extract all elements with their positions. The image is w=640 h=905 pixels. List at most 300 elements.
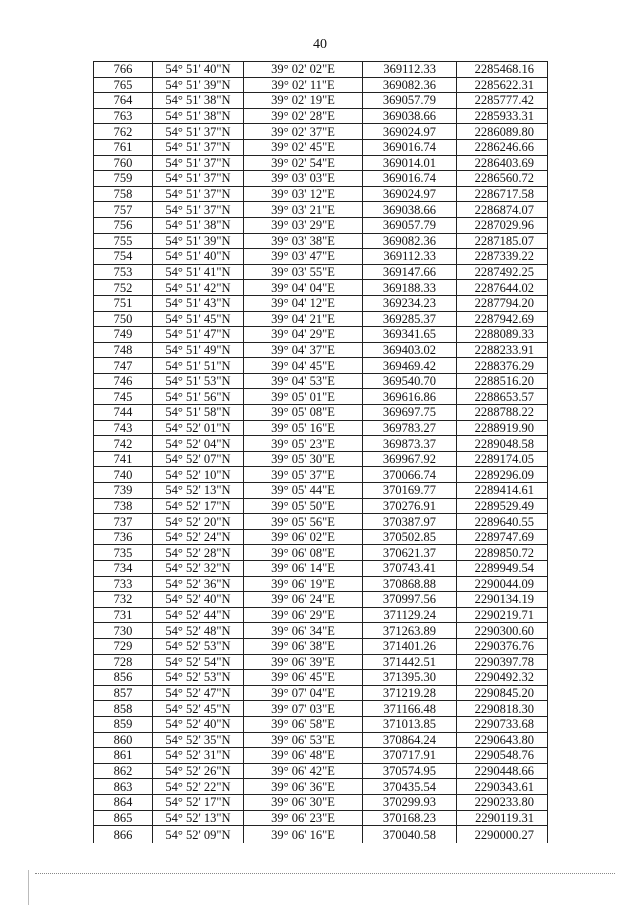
- x-coordinate-cell: 369016.74: [363, 171, 457, 187]
- longitude-cell: 39° 02' 37"E: [244, 124, 363, 140]
- y-coordinate-cell: 2289640.55: [457, 514, 548, 530]
- point-number-cell: 729: [94, 638, 153, 654]
- table-row: [94, 233, 548, 249]
- longitude-cell: 39° 02' 11"E: [244, 77, 363, 93]
- table-row: [94, 171, 548, 187]
- y-coordinate-cell: 2285468.16: [457, 62, 548, 78]
- x-coordinate-cell: 371442.51: [363, 654, 457, 670]
- y-coordinate-cell: 2287794.20: [457, 295, 548, 311]
- point-number-cell: 756: [94, 217, 153, 233]
- longitude-cell: 39° 06' 16"E: [244, 826, 363, 844]
- x-coordinate-cell: 369540.70: [363, 373, 457, 389]
- point-number-cell: 863: [94, 779, 153, 795]
- x-coordinate-cell: 369057.79: [363, 93, 457, 109]
- longitude-cell: 39° 06' 30"E: [244, 794, 363, 810]
- table-row: [94, 420, 548, 436]
- latitude-cell: 54° 52' 07"N: [153, 451, 244, 467]
- longitude-cell: 39° 04' 53"E: [244, 373, 363, 389]
- y-coordinate-cell: 2286717.58: [457, 186, 548, 202]
- point-number-cell: 755: [94, 233, 153, 249]
- point-number-cell: 728: [94, 654, 153, 670]
- x-coordinate-cell: 370168.23: [363, 810, 457, 826]
- longitude-cell: 39° 03' 38"E: [244, 233, 363, 249]
- point-number-cell: 761: [94, 139, 153, 155]
- x-coordinate-cell: 370997.56: [363, 592, 457, 608]
- longitude-cell: 39° 03' 55"E: [244, 264, 363, 280]
- point-number-cell: 738: [94, 498, 153, 514]
- x-coordinate-cell: 371129.24: [363, 607, 457, 623]
- table-row: [94, 561, 548, 577]
- point-number-cell: 747: [94, 358, 153, 374]
- x-coordinate-cell: 369112.33: [363, 249, 457, 265]
- point-number-cell: 743: [94, 420, 153, 436]
- x-coordinate-cell: 369697.75: [363, 405, 457, 421]
- y-coordinate-cell: 2289850.72: [457, 545, 548, 561]
- y-coordinate-cell: 2290233.80: [457, 794, 548, 810]
- latitude-cell: 54° 51' 37"N: [153, 186, 244, 202]
- coordinates-table-body: [94, 62, 548, 844]
- x-coordinate-cell: 369341.65: [363, 327, 457, 343]
- y-coordinate-cell: 2286403.69: [457, 155, 548, 171]
- longitude-cell: 39° 06' 14"E: [244, 561, 363, 577]
- coordinates-table: [93, 61, 548, 843]
- y-coordinate-cell: 2290343.61: [457, 779, 548, 795]
- table-row: [94, 592, 548, 608]
- latitude-cell: 54° 51' 37"N: [153, 124, 244, 140]
- x-coordinate-cell: 369967.92: [363, 451, 457, 467]
- y-coordinate-cell: 2286089.80: [457, 124, 548, 140]
- y-coordinate-cell: 2287644.02: [457, 280, 548, 296]
- latitude-cell: 54° 51' 37"N: [153, 155, 244, 171]
- longitude-cell: 39° 05' 37"E: [244, 467, 363, 483]
- longitude-cell: 39° 05' 44"E: [244, 483, 363, 499]
- table-row: [94, 701, 548, 717]
- point-number-cell: 856: [94, 670, 153, 686]
- table-row: [94, 436, 548, 452]
- x-coordinate-cell: 371263.89: [363, 623, 457, 639]
- y-coordinate-cell: 2289048.58: [457, 436, 548, 452]
- longitude-cell: 39° 02' 28"E: [244, 108, 363, 124]
- point-number-cell: 762: [94, 124, 153, 140]
- point-number-cell: 764: [94, 93, 153, 109]
- latitude-cell: 54° 52' 04"N: [153, 436, 244, 452]
- longitude-cell: 39° 04' 12"E: [244, 295, 363, 311]
- table-row: [94, 358, 548, 374]
- latitude-cell: 54° 51' 58"N: [153, 405, 244, 421]
- y-coordinate-cell: 2288089.33: [457, 327, 548, 343]
- point-number-cell: 753: [94, 264, 153, 280]
- point-number-cell: 765: [94, 77, 153, 93]
- table-row: [94, 108, 548, 124]
- point-number-cell: 766: [94, 62, 153, 78]
- point-number-cell: 731: [94, 607, 153, 623]
- y-coordinate-cell: 2289529.49: [457, 498, 548, 514]
- x-coordinate-cell: 370743.41: [363, 561, 457, 577]
- y-coordinate-cell: 2290376.76: [457, 638, 548, 654]
- x-coordinate-cell: 370299.93: [363, 794, 457, 810]
- longitude-cell: 39° 06' 45"E: [244, 670, 363, 686]
- point-number-cell: 749: [94, 327, 153, 343]
- table-row: [94, 545, 548, 561]
- y-coordinate-cell: 2286874.07: [457, 202, 548, 218]
- y-coordinate-cell: 2287339.22: [457, 249, 548, 265]
- latitude-cell: 54° 52' 17"N: [153, 794, 244, 810]
- x-coordinate-cell: 371219.28: [363, 685, 457, 701]
- point-number-cell: 866: [94, 826, 153, 844]
- latitude-cell: 54° 52' 53"N: [153, 670, 244, 686]
- longitude-cell: 39° 04' 04"E: [244, 280, 363, 296]
- longitude-cell: 39° 06' 58"E: [244, 716, 363, 732]
- point-number-cell: 763: [94, 108, 153, 124]
- latitude-cell: 54° 52' 48"N: [153, 623, 244, 639]
- table-row: [94, 295, 548, 311]
- latitude-cell: 54° 52' 45"N: [153, 701, 244, 717]
- y-coordinate-cell: 2290548.76: [457, 748, 548, 764]
- x-coordinate-cell: 370435.54: [363, 779, 457, 795]
- x-coordinate-cell: 370621.37: [363, 545, 457, 561]
- longitude-cell: 39° 06' 19"E: [244, 576, 363, 592]
- table-row: [94, 342, 548, 358]
- longitude-cell: 39° 05' 30"E: [244, 451, 363, 467]
- x-coordinate-cell: 369057.79: [363, 217, 457, 233]
- point-number-cell: 739: [94, 483, 153, 499]
- point-number-cell: 857: [94, 685, 153, 701]
- table-row: [94, 576, 548, 592]
- x-coordinate-cell: 370276.91: [363, 498, 457, 514]
- latitude-cell: 54° 52' 20"N: [153, 514, 244, 530]
- table-row: [94, 716, 548, 732]
- table-row: [94, 670, 548, 686]
- scan-edge-mark: [28, 870, 29, 905]
- latitude-cell: 54° 52' 22"N: [153, 779, 244, 795]
- longitude-cell: 39° 03' 12"E: [244, 186, 363, 202]
- latitude-cell: 54° 52' 17"N: [153, 498, 244, 514]
- latitude-cell: 54° 52' 24"N: [153, 529, 244, 545]
- latitude-cell: 54° 51' 56"N: [153, 389, 244, 405]
- table-row: [94, 280, 548, 296]
- latitude-cell: 54° 51' 39"N: [153, 233, 244, 249]
- latitude-cell: 54° 51' 42"N: [153, 280, 244, 296]
- point-number-cell: 733: [94, 576, 153, 592]
- x-coordinate-cell: 369112.33: [363, 62, 457, 78]
- table-row: [94, 77, 548, 93]
- x-coordinate-cell: 369038.66: [363, 108, 457, 124]
- table-row: [94, 467, 548, 483]
- latitude-cell: 54° 52' 32"N: [153, 561, 244, 577]
- latitude-cell: 54° 52' 13"N: [153, 483, 244, 499]
- table-row: [94, 389, 548, 405]
- longitude-cell: 39° 06' 29"E: [244, 607, 363, 623]
- longitude-cell: 39° 05' 50"E: [244, 498, 363, 514]
- latitude-cell: 54° 51' 39"N: [153, 77, 244, 93]
- latitude-cell: 54° 51' 37"N: [153, 171, 244, 187]
- y-coordinate-cell: 2290397.78: [457, 654, 548, 670]
- table-row: [94, 373, 548, 389]
- point-number-cell: 760: [94, 155, 153, 171]
- table-row: [94, 264, 548, 280]
- point-number-cell: 858: [94, 701, 153, 717]
- longitude-cell: 39° 06' 02"E: [244, 529, 363, 545]
- point-number-cell: 732: [94, 592, 153, 608]
- table-row: [94, 826, 548, 844]
- latitude-cell: 54° 51' 45"N: [153, 311, 244, 327]
- latitude-cell: 54° 52' 44"N: [153, 607, 244, 623]
- table-row: [94, 93, 548, 109]
- x-coordinate-cell: 369234.23: [363, 295, 457, 311]
- latitude-cell: 54° 52' 28"N: [153, 545, 244, 561]
- longitude-cell: 39° 04' 29"E: [244, 327, 363, 343]
- table-row: [94, 654, 548, 670]
- table-row: [94, 483, 548, 499]
- x-coordinate-cell: 370169.77: [363, 483, 457, 499]
- latitude-cell: 54° 51' 40"N: [153, 249, 244, 265]
- x-coordinate-cell: 370864.24: [363, 732, 457, 748]
- x-coordinate-cell: 369082.36: [363, 233, 457, 249]
- x-coordinate-cell: 371401.26: [363, 638, 457, 654]
- latitude-cell: 54° 52' 53"N: [153, 638, 244, 654]
- page-bottom-rule: [35, 873, 615, 874]
- y-coordinate-cell: 2285622.31: [457, 77, 548, 93]
- table-row: [94, 498, 548, 514]
- table-row: [94, 202, 548, 218]
- latitude-cell: 54° 51' 51"N: [153, 358, 244, 374]
- x-coordinate-cell: 370717.91: [363, 748, 457, 764]
- y-coordinate-cell: 2289747.69: [457, 529, 548, 545]
- y-coordinate-cell: 2287029.96: [457, 217, 548, 233]
- longitude-cell: 39° 02' 54"E: [244, 155, 363, 171]
- x-coordinate-cell: 370066.74: [363, 467, 457, 483]
- longitude-cell: 39° 03' 03"E: [244, 171, 363, 187]
- x-coordinate-cell: 369285.37: [363, 311, 457, 327]
- latitude-cell: 54° 51' 43"N: [153, 295, 244, 311]
- x-coordinate-cell: 369783.27: [363, 420, 457, 436]
- y-coordinate-cell: 2290134.19: [457, 592, 548, 608]
- y-coordinate-cell: 2288919.90: [457, 420, 548, 436]
- page-number: 40: [313, 37, 327, 52]
- y-coordinate-cell: 2290300.60: [457, 623, 548, 639]
- y-coordinate-cell: 2289174.05: [457, 451, 548, 467]
- table-row: [94, 794, 548, 810]
- longitude-cell: 39° 06' 38"E: [244, 638, 363, 654]
- longitude-cell: 39° 06' 36"E: [244, 779, 363, 795]
- y-coordinate-cell: 2288788.22: [457, 405, 548, 421]
- longitude-cell: 39° 06' 08"E: [244, 545, 363, 561]
- x-coordinate-cell: 371013.85: [363, 716, 457, 732]
- table-row: [94, 451, 548, 467]
- latitude-cell: 54° 51' 37"N: [153, 139, 244, 155]
- x-coordinate-cell: 369147.66: [363, 264, 457, 280]
- y-coordinate-cell: 2287492.25: [457, 264, 548, 280]
- point-number-cell: 757: [94, 202, 153, 218]
- longitude-cell: 39° 05' 56"E: [244, 514, 363, 530]
- table-row: [94, 514, 548, 530]
- y-coordinate-cell: 2290643.80: [457, 732, 548, 748]
- y-coordinate-cell: 2287942.69: [457, 311, 548, 327]
- point-number-cell: 745: [94, 389, 153, 405]
- latitude-cell: 54° 51' 37"N: [153, 202, 244, 218]
- x-coordinate-cell: 369014.01: [363, 155, 457, 171]
- table-row: [94, 62, 548, 78]
- latitude-cell: 54° 52' 47"N: [153, 685, 244, 701]
- table-row: [94, 748, 548, 764]
- longitude-cell: 39° 06' 34"E: [244, 623, 363, 639]
- table-row: [94, 685, 548, 701]
- x-coordinate-cell: 369016.74: [363, 139, 457, 155]
- y-coordinate-cell: 2286560.72: [457, 171, 548, 187]
- longitude-cell: 39° 05' 16"E: [244, 420, 363, 436]
- x-coordinate-cell: 371166.48: [363, 701, 457, 717]
- point-number-cell: 864: [94, 794, 153, 810]
- y-coordinate-cell: 2290119.31: [457, 810, 548, 826]
- latitude-cell: 54° 51' 53"N: [153, 373, 244, 389]
- y-coordinate-cell: 2290818.30: [457, 701, 548, 717]
- x-coordinate-cell: 369403.02: [363, 342, 457, 358]
- latitude-cell: 54° 52' 31"N: [153, 748, 244, 764]
- x-coordinate-cell: 369038.66: [363, 202, 457, 218]
- longitude-cell: 39° 05' 23"E: [244, 436, 363, 452]
- y-coordinate-cell: 2288653.57: [457, 389, 548, 405]
- point-number-cell: 737: [94, 514, 153, 530]
- latitude-cell: 54° 52' 36"N: [153, 576, 244, 592]
- table-row: [94, 623, 548, 639]
- x-coordinate-cell: 369024.97: [363, 186, 457, 202]
- point-number-cell: 734: [94, 561, 153, 577]
- x-coordinate-cell: 369082.36: [363, 77, 457, 93]
- x-coordinate-cell: 370387.97: [363, 514, 457, 530]
- latitude-cell: 54° 52' 35"N: [153, 732, 244, 748]
- y-coordinate-cell: 2288376.29: [457, 358, 548, 374]
- table-row: [94, 763, 548, 779]
- y-coordinate-cell: 2289296.09: [457, 467, 548, 483]
- longitude-cell: 39° 03' 47"E: [244, 249, 363, 265]
- table-row: [94, 607, 548, 623]
- table-row: [94, 638, 548, 654]
- latitude-cell: 54° 52' 01"N: [153, 420, 244, 436]
- y-coordinate-cell: 2289414.61: [457, 483, 548, 499]
- longitude-cell: 39° 06' 24"E: [244, 592, 363, 608]
- y-coordinate-cell: 2286246.66: [457, 139, 548, 155]
- point-number-cell: 754: [94, 249, 153, 265]
- latitude-cell: 54° 52' 13"N: [153, 810, 244, 826]
- point-number-cell: 862: [94, 763, 153, 779]
- latitude-cell: 54° 52' 09"N: [153, 826, 244, 844]
- table-row: [94, 249, 548, 265]
- table-row: [94, 155, 548, 171]
- point-number-cell: 751: [94, 295, 153, 311]
- table-row: [94, 217, 548, 233]
- latitude-cell: 54° 51' 38"N: [153, 93, 244, 109]
- table-row: [94, 732, 548, 748]
- latitude-cell: 54° 52' 26"N: [153, 763, 244, 779]
- point-number-cell: 735: [94, 545, 153, 561]
- latitude-cell: 54° 51' 49"N: [153, 342, 244, 358]
- y-coordinate-cell: 2290845.20: [457, 685, 548, 701]
- point-number-cell: 744: [94, 405, 153, 421]
- x-coordinate-cell: 369188.33: [363, 280, 457, 296]
- table-row: [94, 311, 548, 327]
- longitude-cell: 39° 06' 42"E: [244, 763, 363, 779]
- x-coordinate-cell: 370574.95: [363, 763, 457, 779]
- x-coordinate-cell: 370868.88: [363, 576, 457, 592]
- longitude-cell: 39° 05' 01"E: [244, 389, 363, 405]
- point-number-cell: 750: [94, 311, 153, 327]
- x-coordinate-cell: 369873.37: [363, 436, 457, 452]
- longitude-cell: 39° 04' 45"E: [244, 358, 363, 374]
- longitude-cell: 39° 07' 04"E: [244, 685, 363, 701]
- longitude-cell: 39° 06' 23"E: [244, 810, 363, 826]
- y-coordinate-cell: 2290219.71: [457, 607, 548, 623]
- y-coordinate-cell: 2288233.91: [457, 342, 548, 358]
- latitude-cell: 54° 52' 40"N: [153, 716, 244, 732]
- point-number-cell: 861: [94, 748, 153, 764]
- point-number-cell: 748: [94, 342, 153, 358]
- y-coordinate-cell: 2285777.42: [457, 93, 548, 109]
- x-coordinate-cell: 370502.85: [363, 529, 457, 545]
- longitude-cell: 39° 06' 53"E: [244, 732, 363, 748]
- latitude-cell: 54° 51' 38"N: [153, 217, 244, 233]
- table-row: [94, 810, 548, 826]
- latitude-cell: 54° 52' 40"N: [153, 592, 244, 608]
- point-number-cell: 742: [94, 436, 153, 452]
- point-number-cell: 752: [94, 280, 153, 296]
- longitude-cell: 39° 06' 39"E: [244, 654, 363, 670]
- longitude-cell: 39° 04' 21"E: [244, 311, 363, 327]
- latitude-cell: 54° 51' 41"N: [153, 264, 244, 280]
- y-coordinate-cell: 2288516.20: [457, 373, 548, 389]
- point-number-cell: 759: [94, 171, 153, 187]
- table-row: [94, 327, 548, 343]
- y-coordinate-cell: 2290000.27: [457, 826, 548, 844]
- table-row: [94, 529, 548, 545]
- x-coordinate-cell: 371395.30: [363, 670, 457, 686]
- latitude-cell: 54° 51' 38"N: [153, 108, 244, 124]
- table-row: [94, 779, 548, 795]
- point-number-cell: 741: [94, 451, 153, 467]
- point-number-cell: 736: [94, 529, 153, 545]
- longitude-cell: 39° 02' 19"E: [244, 93, 363, 109]
- longitude-cell: 39° 03' 29"E: [244, 217, 363, 233]
- point-number-cell: 740: [94, 467, 153, 483]
- latitude-cell: 54° 52' 10"N: [153, 467, 244, 483]
- longitude-cell: 39° 02' 45"E: [244, 139, 363, 155]
- longitude-cell: 39° 03' 21"E: [244, 202, 363, 218]
- latitude-cell: 54° 51' 47"N: [153, 327, 244, 343]
- point-number-cell: 865: [94, 810, 153, 826]
- table-row: [94, 405, 548, 421]
- point-number-cell: 746: [94, 373, 153, 389]
- latitude-cell: 54° 51' 40"N: [153, 62, 244, 78]
- y-coordinate-cell: 2285933.31: [457, 108, 548, 124]
- x-coordinate-cell: 369024.97: [363, 124, 457, 140]
- y-coordinate-cell: 2290492.32: [457, 670, 548, 686]
- y-coordinate-cell: 2287185.07: [457, 233, 548, 249]
- longitude-cell: 39° 05' 08"E: [244, 405, 363, 421]
- x-coordinate-cell: 369616.86: [363, 389, 457, 405]
- y-coordinate-cell: 2290448.66: [457, 763, 548, 779]
- point-number-cell: 730: [94, 623, 153, 639]
- longitude-cell: 39° 07' 03"E: [244, 701, 363, 717]
- point-number-cell: 758: [94, 186, 153, 202]
- y-coordinate-cell: 2290044.09: [457, 576, 548, 592]
- point-number-cell: 860: [94, 732, 153, 748]
- table-row: [94, 186, 548, 202]
- x-coordinate-cell: 369469.42: [363, 358, 457, 374]
- x-coordinate-cell: 370040.58: [363, 826, 457, 844]
- point-number-cell: 859: [94, 716, 153, 732]
- longitude-cell: 39° 02' 02"E: [244, 62, 363, 78]
- latitude-cell: 54° 52' 54"N: [153, 654, 244, 670]
- longitude-cell: 39° 06' 48"E: [244, 748, 363, 764]
